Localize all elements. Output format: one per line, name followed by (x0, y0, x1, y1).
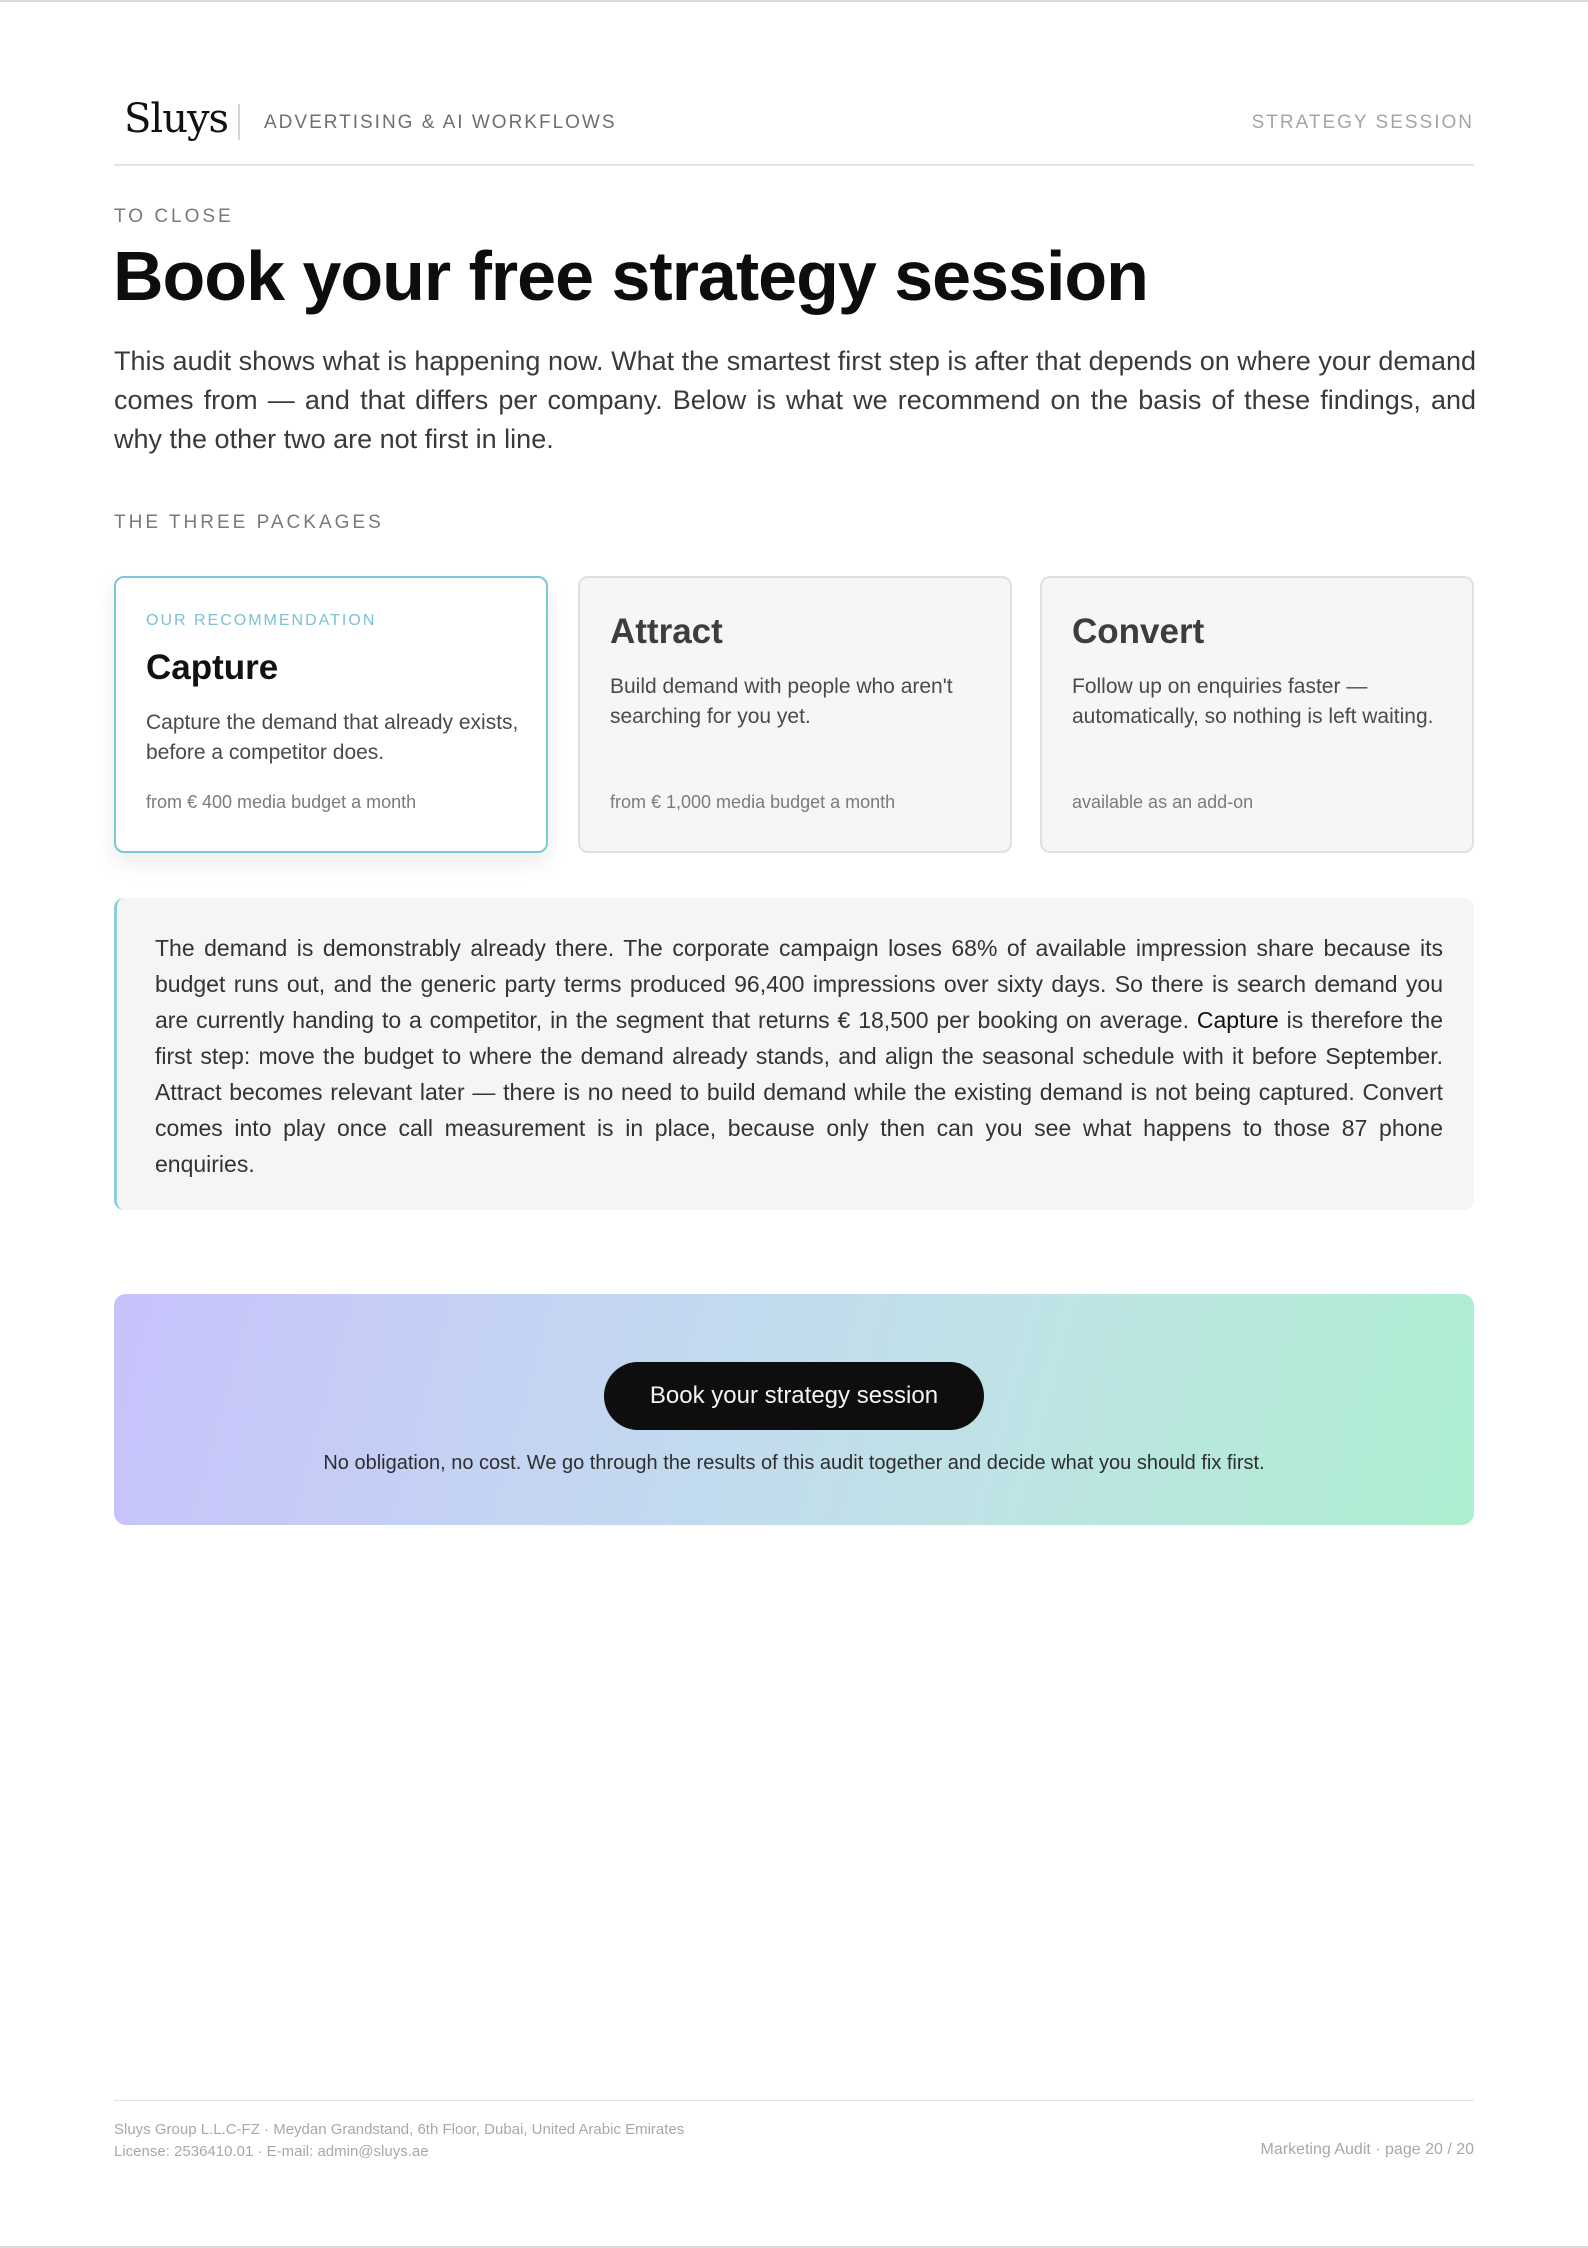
package-price: available as an add-on (1072, 792, 1254, 812)
packages-section-label: THE THREE PACKAGES (114, 512, 384, 533)
recommendation-tag: OUR RECOMMENDATION (146, 612, 377, 629)
package-card-capture[interactable] (114, 576, 548, 853)
explanation-text (155, 930, 1443, 1182)
package-name: Attract (610, 612, 723, 651)
recommendation-explanation (114, 898, 1474, 1210)
footer-address: Sluys Group L.L.C-FZ · Meydan Grandstand, 6th Floor, Dubai, United Arabic Emirates (114, 2121, 685, 2138)
cta-note: No obligation, no cost. We go through the results of this audit together and decide what you should fix first. (323, 1452, 1265, 1474)
package-name: Convert (1072, 612, 1205, 651)
sluys-logo: Sluys (124, 96, 229, 142)
cta-banner (114, 1294, 1474, 1525)
explanation-part-2: is therefore the first step: move the budget to where the demand already stands, and align the seasonal schedule with it before September. Attract becomes relevant later — there is no need to build demand while the existing demand is not being captured. Convert comes into play once call measurement is in place, because only then can you see what happens to those 87 phone enquiries. (155, 1007, 1443, 1177)
package-card-attract[interactable] (578, 576, 1012, 853)
footer-divider (114, 2100, 1474, 2101)
header-section-label: STRATEGY SESSION (1251, 112, 1474, 133)
package-description: Follow up on enquiries faster — automatically, so nothing is left waiting. (1072, 675, 1434, 728)
header-divider (238, 104, 240, 140)
page-header (114, 96, 1474, 166)
package-price: from € 1,000 media budget a month (610, 792, 896, 812)
book-strategy-session-button[interactable]: Book your strategy session (604, 1362, 984, 1430)
footer-page-info: Marketing Audit · page 20 / 20 (1260, 2141, 1474, 2158)
package-name: Capture (146, 648, 279, 687)
page-title: Book your free strategy session (113, 237, 1148, 315)
header-subtitle: ADVERTISING & AI WORKFLOWS (264, 112, 617, 133)
intro-paragraph: This audit shows what is happening now. What the smartest first step is after that depends on where your demand comes from — and that differs per company. Below is what we recommend on the basis of these findings, and why the other two are not first in line. (114, 346, 1476, 454)
eyebrow-label: TO CLOSE (114, 206, 234, 227)
package-price: from € 400 media budget a month (146, 792, 417, 812)
explanation-emphasis: Capture (1196, 1007, 1279, 1033)
package-description: Build demand with people who aren't searching for you yet. (610, 675, 953, 728)
package-card-convert[interactable] (1040, 576, 1474, 853)
package-description: Capture the demand that already exists, before a competitor does. (146, 711, 519, 764)
page-top-rule (0, 0, 1588, 2)
footer-license-email: License: 2536410.01 · E-mail: admin@sluys.ae (114, 2143, 429, 2160)
footer-company-info (114, 2119, 684, 2163)
explanation-part-1: The demand is demonstrably already there. The corporate campaign loses 68% of available impression share because its budget runs out, and the generic party terms produced 96,400 impressions over sixty days. So there is search demand you are currently handing to a competitor, in the segment that returns € 18,500 per booking on average. (155, 935, 1443, 1033)
